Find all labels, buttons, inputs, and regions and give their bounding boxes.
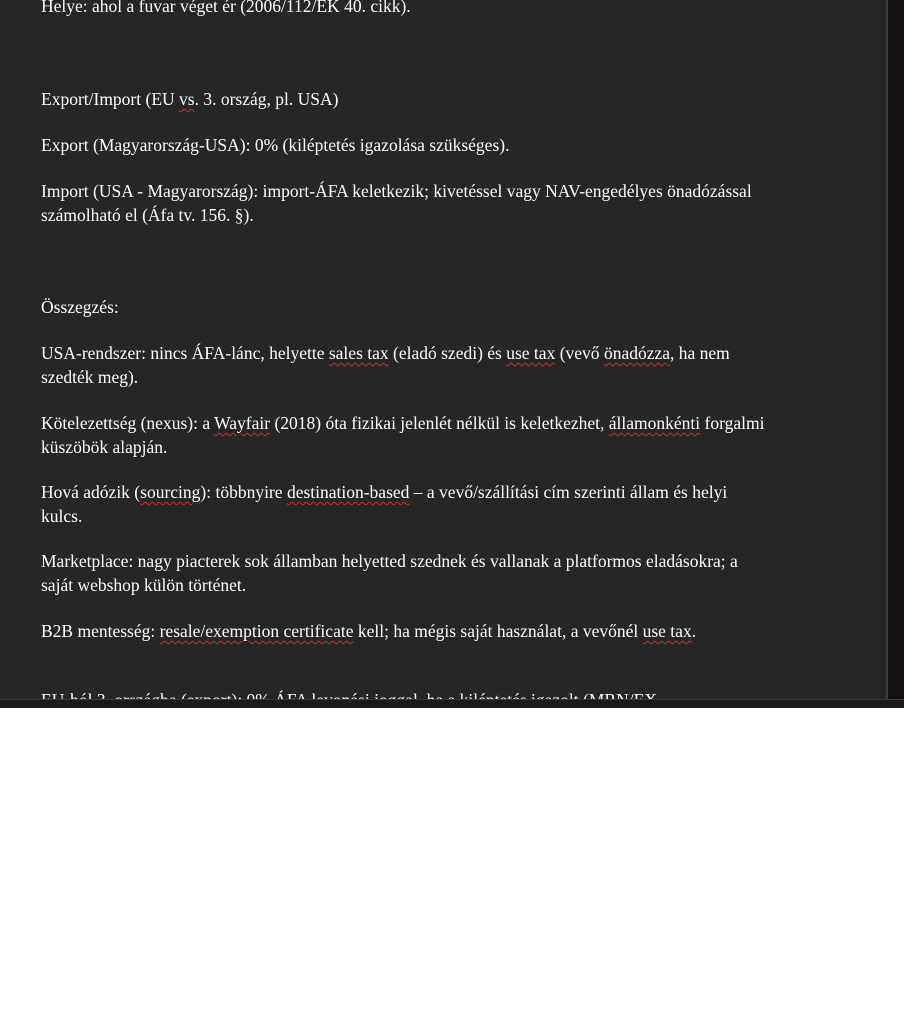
marketplace-text: Marketplace: nagy piacterek sok államban helyetted szednek és vallanak a platformos eladásokra; a saját webshop külön történet. <box>41 551 738 595</box>
text-run: , ha nem szedték meg). <box>41 343 730 387</box>
spellcheck-word[interactable]: destination-based <box>286 482 410 502</box>
spellcheck-word[interactable]: vs <box>179 89 195 109</box>
text-run: . <box>691 621 697 641</box>
text-run: (eladó szedi) és <box>388 343 507 363</box>
spellcheck-word[interactable]: Wayfair <box>214 413 271 433</box>
paragraph-import <box>41 179 771 227</box>
spellcheck-word[interactable]: államonkénti <box>608 413 701 433</box>
paragraph-marketplace <box>41 549 771 597</box>
spellcheck-word[interactable]: sourcing <box>140 482 201 502</box>
export-text: Export (Magyarország-USA): 0% (kiléptetés igazolása szükséges). <box>41 135 510 155</box>
paragraph-sourcing <box>41 480 771 528</box>
text-run: (vevő <box>555 343 604 363</box>
text-run: Kötelezettség (nexus): a <box>41 413 215 433</box>
text-run: Hová adózik ( <box>41 482 141 502</box>
place-text: Helye: ahol a fuvar véget ér (2006/112/EK 40. cikk). <box>41 0 411 16</box>
text-run: (2018) óta fizikai jelenlét nélkül is keletkezhet, <box>270 413 609 433</box>
paragraph-b2b-exemption <box>41 619 771 643</box>
text-run: – a vevő/szállítási cím szerinti állam és helyi kulcs. <box>41 482 728 526</box>
text-run: Export/Import (EU <box>41 89 180 109</box>
text-run: forgalmi küszöbök alapján. <box>41 413 765 457</box>
spellcheck-word[interactable]: use tax <box>506 343 556 363</box>
spellcheck-word[interactable]: sales tax <box>328 343 389 363</box>
paragraph-export-import-heading <box>41 87 771 111</box>
text-run: . 3. ország, pl. USA) <box>194 89 339 109</box>
right-gutter <box>888 0 904 699</box>
text-run: B2B mentesség: <box>41 621 160 641</box>
bottom-bar <box>0 699 904 708</box>
paragraph-summary-heading <box>41 295 771 319</box>
summary-heading: Összegzés: <box>41 297 119 317</box>
paragraph-nexus <box>41 411 771 459</box>
import-text: Import (USA - Magyarország): import-ÁFA keletkezik; kivetéssel vagy NAV-engedélyes önadózással számolható el (Áfa tv. 156. §). <box>41 181 752 225</box>
text-run: ): többnyire <box>200 482 287 502</box>
text-run: USA-rendszer: nincs ÁFA-lánc, helyette <box>41 343 329 363</box>
paragraph-usa-system <box>41 341 771 389</box>
text-run: kell; ha mégis saját használat, a vevőnél <box>353 621 643 641</box>
spellcheck-word[interactable]: önadózza <box>603 343 671 363</box>
paragraph-export <box>41 133 771 157</box>
spellcheck-word[interactable]: use tax <box>642 621 692 641</box>
spellcheck-word[interactable]: resale/exemption certificate <box>159 621 354 641</box>
paragraph-place-of-supply <box>41 0 771 18</box>
